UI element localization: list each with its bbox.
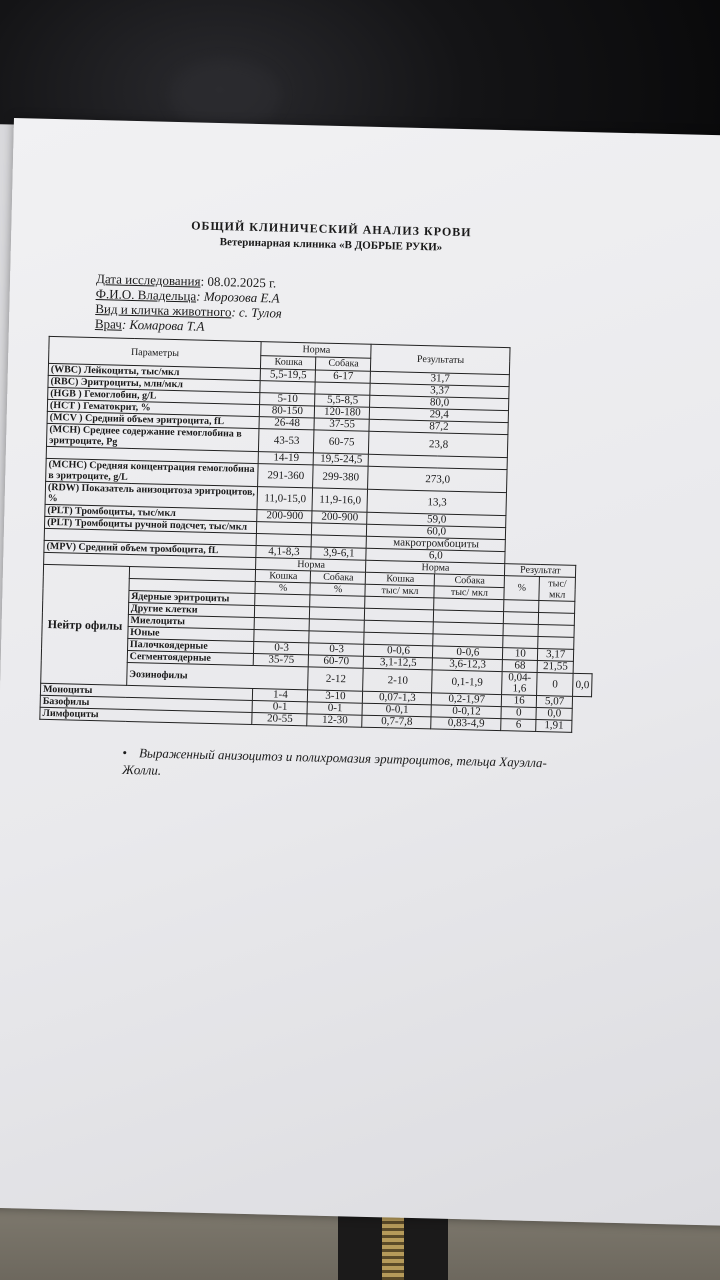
- cat-abs-cell: 0,07-1,3: [363, 691, 432, 705]
- dog-header: Собака: [316, 356, 371, 371]
- blood-test-report: [38, 215, 632, 790]
- res-abs-cell: [538, 636, 574, 649]
- result-header: Результат: [505, 564, 576, 578]
- cat-pct-cell: 35-75: [254, 654, 309, 667]
- cell-name: Юные: [128, 626, 255, 641]
- result-cell: 60,0: [367, 524, 506, 539]
- res-abs-cell: 0,0: [573, 673, 592, 696]
- background-object: [170, 60, 280, 130]
- param-cell: (HCT ) Гематокрит, %: [47, 399, 260, 416]
- dog-abs-cell: 0,83-4,9: [431, 717, 501, 731]
- res-abs-cell: [538, 624, 574, 637]
- res-pct-cell: 10: [503, 648, 538, 661]
- cat-norm-cell: 26-48: [259, 417, 314, 430]
- cat-abs-cell: 3,1-12,5: [364, 656, 433, 670]
- neutrophils-label: Нейтр офилы: [41, 564, 130, 685]
- dog-abs-cell: 0,2-1,97: [432, 693, 502, 707]
- result-cell: 80,0: [370, 395, 509, 410]
- dog-abs-unit: тыс/ мкл: [434, 586, 504, 600]
- norm-header: Норма: [261, 342, 371, 358]
- cat-pct-cell: 0-3: [254, 642, 309, 655]
- dog-pct-cell: 60-70: [309, 655, 364, 668]
- dog-norm-cell: 120-180: [315, 406, 370, 419]
- param-cell: (HGB ) Гемоглобин, g/L: [48, 387, 261, 404]
- cell-name: Миелоциты: [128, 614, 255, 629]
- cat-pct-cell: 1-4: [253, 689, 308, 702]
- patient-info: [95, 271, 630, 344]
- cat-norm-cell: 200-900: [257, 510, 312, 523]
- res-pct-cell: 0: [537, 672, 574, 696]
- cat-norm-cell: 291-360: [258, 464, 314, 488]
- param-cell: (RBC) Эритроциты, млн/мкл: [48, 375, 261, 392]
- param-cell: (PLT) Тромбоциты ручной подсчет, тыс/мкл: [44, 516, 257, 533]
- cell-name: Моноциты: [40, 683, 253, 700]
- res-abs-cell: 1,91: [536, 719, 572, 732]
- res-pct-cell: 6: [501, 719, 536, 732]
- res-abs-cell: [539, 600, 575, 613]
- dog-norm-cell: 6-17: [316, 370, 371, 383]
- date-line: Дата исследования: 08.02.2025 г.: [95, 271, 277, 291]
- bullet-icon: •: [122, 744, 128, 760]
- res-pct-cell: [503, 636, 538, 649]
- cat-norm-cell: 5-10: [260, 393, 315, 406]
- cell-name: Базофилы: [40, 695, 253, 712]
- param-cell: (MPV) Средний объем тромбоцита, fL: [44, 540, 257, 557]
- results-header: Результаты: [371, 344, 510, 374]
- dog-pct-unit: %: [310, 583, 365, 596]
- dog-norm-cell: 11,9-16,0: [312, 488, 368, 512]
- norm-pct-header: Норма: [256, 558, 366, 573]
- cat-abs-cell: 0,1-1,9: [432, 670, 502, 695]
- dog-abs-cell: 0-0,12: [431, 705, 501, 719]
- norm-abs-header: Норма: [366, 560, 505, 575]
- cell-name: Лимфоциты: [40, 707, 253, 724]
- animal-line: Вид и кличка животного: с. Тулоя: [95, 301, 282, 321]
- cat-norm-cell: 11,0-15,0: [257, 487, 313, 511]
- cat-abs-cell: 0,7-7,8: [362, 715, 431, 729]
- cat-norm-cell: 14-19: [259, 452, 314, 465]
- cell-name: Палочкоядерные: [127, 638, 254, 653]
- res-pct-cell: 16: [502, 695, 537, 708]
- conclusion-text: Выраженный анизоцитоз и полихромазия эритроцитов, тельца Хауэлла-Жолли.: [121, 745, 548, 778]
- dog-abs-cell: 0,04-1,6: [502, 672, 537, 696]
- dog-norm-cell: 299-380: [313, 465, 369, 489]
- result-cell: 3,37: [370, 383, 509, 398]
- cat-norm-cell: 5,5-19,5: [261, 369, 316, 382]
- res-abs-cell: [538, 612, 574, 625]
- result-cell: 31,7: [371, 371, 510, 386]
- results-table: [39, 336, 600, 733]
- cell-name: Другие клетки: [128, 602, 255, 617]
- dog-pct-cell: 2-10: [363, 668, 432, 693]
- res-abs-cell: 3,17: [538, 648, 574, 661]
- cat-pct-cell: 2-12: [308, 667, 364, 691]
- param-cell: (MCHC) Средняя концентрация гемоглобина в эритроците, g/L: [46, 458, 259, 486]
- res-pct-cell: [504, 612, 539, 625]
- cat-norm-cell: 80-150: [260, 405, 315, 418]
- dog-abs-cell: 3,6-12,3: [433, 658, 503, 672]
- cell-name: Ядерные эритроциты: [128, 590, 255, 605]
- param-cell: (PLT) Тромбоциты, тыс/мкл: [45, 504, 258, 521]
- result-cell: 23,8: [369, 431, 508, 457]
- params-header: Параметры: [49, 336, 262, 368]
- res-abs-cell: 5,07: [536, 695, 572, 708]
- dog-pct-cell: 0-1: [308, 702, 363, 715]
- dog-abs-cell: 0-0,6: [433, 646, 503, 660]
- cell-name: Эозинофилы: [126, 662, 308, 689]
- dog-norm-cell: 60-75: [314, 430, 370, 454]
- cat-pct-cell: 20-55: [252, 713, 307, 726]
- res-pct-cell: [504, 600, 539, 613]
- dog-norm-cell: 37-55: [314, 418, 369, 431]
- dog-norm-cell: 5,5-8,5: [315, 394, 370, 407]
- cat-abs-cell: 0-0,6: [364, 644, 433, 658]
- res-abs-header: тыс/ мкл: [539, 576, 576, 601]
- clinic-name: Ветеринарная клиника «В ДОБРЫЕ РУКИ»: [219, 236, 443, 254]
- param-cell: (MCV ) Средний объем эритроцита, fL: [47, 411, 260, 428]
- dog-pct-cell: 0-3: [309, 643, 364, 656]
- doctor-line: Врач: Комарова Т.А: [94, 316, 205, 334]
- document-paper: [0, 118, 720, 1226]
- param-cell: (RDW) Показатель анизоцитоза эритроцитов, %: [45, 481, 258, 509]
- result-cell: 6,0: [366, 548, 505, 563]
- res-abs-cell: 21,55: [537, 660, 573, 673]
- result-cell: 13,3: [367, 489, 506, 515]
- res-abs-cell: 0,0: [536, 707, 572, 720]
- report-title: ОБЩИЙ КЛИНИЧЕСКИЙ АНАЛИЗ КРОВИ: [190, 218, 472, 240]
- dog-pct-cell: 3-10: [308, 690, 363, 703]
- cat-pct-cell: 0-1: [253, 701, 308, 714]
- dog-norm-cell: 200-900: [312, 511, 367, 524]
- cat-abs-unit: тыс/ мкл: [365, 584, 434, 598]
- param-cell: (WBC) Лейкоциты, тыс/мкл: [48, 363, 261, 380]
- cat-abs-cell: 0-0,1: [362, 703, 431, 717]
- cell-name: Сегментоядерные: [127, 650, 254, 665]
- param-cell: (MCH) Среднее содержание гемоглобина в эритроците, Pg: [46, 423, 259, 451]
- res-pct-cell: [503, 624, 538, 637]
- res-pct-cell: 68: [502, 660, 537, 673]
- res-pct-cell: 0: [501, 707, 536, 720]
- cat-pct-unit: %: [255, 582, 310, 595]
- result-cell: 273,0: [368, 466, 507, 492]
- dog-abs-header: Собака: [435, 574, 505, 588]
- conclusion-note: [122, 744, 573, 789]
- cat-header: Кошка: [261, 355, 316, 370]
- dog-norm-cell: 3,9-6,1: [311, 547, 366, 560]
- result-cell: макротромбоциты: [367, 536, 506, 551]
- result-cell: 29,4: [370, 407, 509, 422]
- cat-norm-cell: 4,1-8,3: [256, 546, 311, 559]
- dog-pct-header: Собака: [311, 571, 366, 584]
- result-cell: 87,2: [369, 419, 508, 434]
- cat-pct-header: Кошка: [256, 570, 311, 583]
- result-cell: 59,0: [367, 512, 506, 527]
- owner-line: Ф.И.О. Владельца: Морозова Е.А: [95, 286, 280, 306]
- dog-pct-cell: 12-30: [307, 714, 362, 727]
- cat-abs-header: Кошка: [366, 572, 435, 586]
- cat-norm-cell: 43-53: [259, 429, 315, 453]
- dog-norm-cell: 19,5-24,5: [314, 453, 369, 466]
- res-pct-header: %: [504, 576, 539, 601]
